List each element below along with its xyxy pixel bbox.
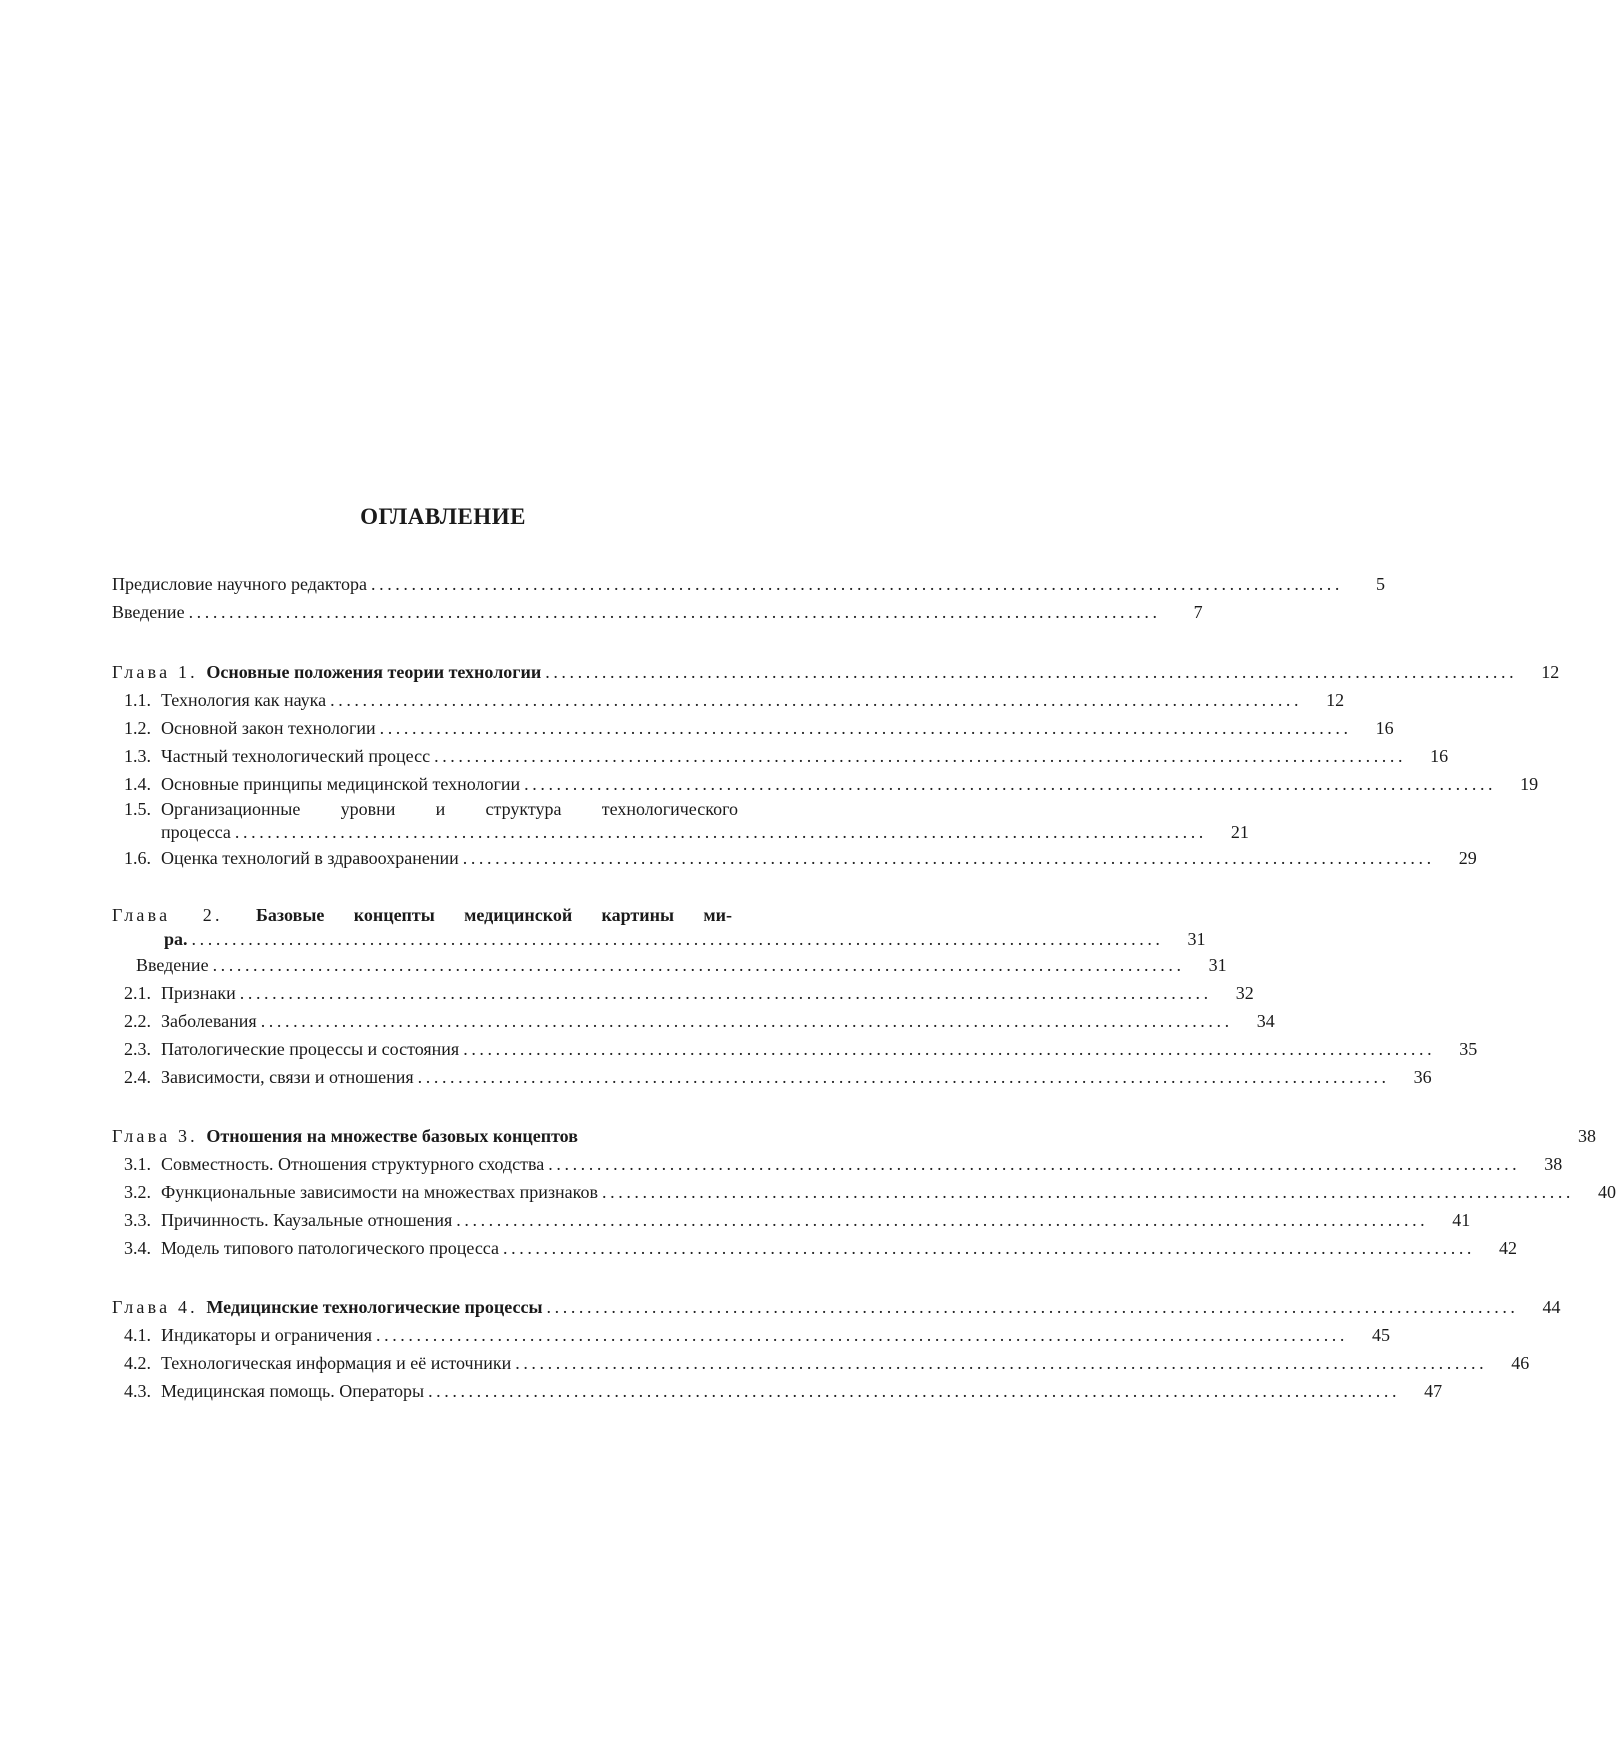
toc-entry-page: 42 — [1499, 1238, 1518, 1258]
leader-dots: ........................................................................................................................ — [330, 690, 1303, 710]
toc-entry-label: Введение — [136, 955, 209, 975]
chapter-title-line2: ра. — [164, 929, 188, 949]
toc-entry-page: 46 — [1511, 1353, 1530, 1373]
section-number: 1.1. — [124, 690, 151, 710]
leader-dots: ........................................................................................................................ — [546, 1297, 1519, 1317]
toc-chapter-4[interactable] — [112, 1293, 1561, 1321]
toc-entry-page: 12 — [1541, 662, 1560, 682]
chapter-prefix: Глава 3. — [112, 1126, 198, 1146]
section-number: 4.2. — [124, 1353, 151, 1373]
section-number: 3.2. — [124, 1182, 151, 1202]
toc-entry-label: Заболевания — [161, 1011, 257, 1031]
toc-entry-page: 47 — [1424, 1381, 1443, 1401]
leader-dots: ........................................................................................................................ — [371, 574, 1343, 594]
leader-dots: ........................................................................................................................ — [376, 1325, 1348, 1345]
toc-section-1-4[interactable] — [112, 770, 1539, 798]
toc-chapter-2[interactable] — [112, 903, 1206, 951]
toc-entry-page: 19 — [1520, 774, 1539, 794]
toc-entry-page: 34 — [1256, 1011, 1275, 1031]
toc-section-4-3[interactable] — [112, 1377, 1443, 1405]
toc-entry-page: 45 — [1372, 1325, 1390, 1345]
leader-dots: ........................................................................................................................ — [260, 1011, 1233, 1031]
toc-entry-page: 16 — [1375, 718, 1394, 738]
section-number: 2.4. — [124, 1067, 151, 1087]
toc-entry-page: 40 — [1598, 1182, 1616, 1202]
section-number: 4.1. — [124, 1325, 151, 1345]
chapter-title-line1: Базовые концепты медицинской картины ми- — [256, 905, 732, 925]
toc-section-1-1[interactable] — [112, 686, 1345, 714]
toc-entry-page: 31 — [1187, 929, 1206, 949]
toc-entry-page: 32 — [1235, 983, 1254, 1003]
toc-entry-label: Оценка технологий в здравоохранении — [161, 848, 459, 868]
toc-section-4-2[interactable] — [112, 1349, 1530, 1377]
table-of-contents — [112, 570, 1616, 1405]
section-number: 3.1. — [124, 1154, 151, 1174]
leader-dots: ........................................................................................................................ — [428, 1381, 1401, 1401]
toc-chapter-1[interactable] — [112, 658, 1560, 686]
section-number: 2.3. — [124, 1039, 151, 1059]
toc-entry-label: Введение — [112, 602, 185, 622]
leader-dots: ........................................................................................................................ — [434, 746, 1407, 766]
toc-entry-label: Предисловие научного редактора — [112, 574, 367, 594]
chapter-title: Основные положения теории технологии — [206, 662, 542, 682]
toc-entry-page: 35 — [1459, 1039, 1478, 1059]
toc-entry-label-line2: процесса — [161, 822, 231, 842]
toc-entry-page: 16 — [1430, 746, 1449, 766]
toc-section-3-3[interactable] — [112, 1206, 1471, 1234]
leader-dots: ........................................................................................................................ — [503, 1238, 1476, 1258]
toc-section-2-4[interactable] — [112, 1063, 1432, 1091]
toc-entry-label: Индикаторы и ограничения — [161, 1325, 372, 1345]
toc-section-3-1[interactable] — [112, 1150, 1563, 1178]
toc-heading: ОГЛАВЛЕНИЕ — [360, 504, 526, 529]
toc-entry-page: 36 — [1413, 1067, 1432, 1087]
leader-dots: ........................................................................................................................ — [545, 662, 1518, 682]
leader-dots: ........................................................................................................................ — [456, 1210, 1429, 1230]
leader-dots: ........................................................................................................................ — [417, 1067, 1390, 1087]
leader-dots: ........................................................................................................................ — [524, 774, 1497, 794]
toc-chapter-3[interactable] — [112, 1122, 1596, 1150]
toc-section-1-5[interactable] — [112, 798, 1249, 844]
leader-dots: ........................................................................................................................ — [188, 602, 1161, 622]
section-number: 1.5. — [124, 799, 151, 819]
toc-entry-label: Медицинская помощь. Операторы — [161, 1381, 425, 1401]
chapter-title: Отношения на множестве базовых концептов — [206, 1126, 578, 1146]
toc-entry-label: Модель типового патологического процесса — [161, 1238, 500, 1258]
toc-entry-introduction[interactable] — [112, 598, 1203, 626]
toc-entry-label: Зависимости, связи и отношения — [161, 1067, 414, 1087]
section-number: 2.1. — [124, 983, 151, 1003]
toc-section-4-1[interactable] — [112, 1321, 1390, 1349]
toc-entry-page: 5 — [1376, 574, 1385, 594]
toc-section-1-2[interactable] — [112, 714, 1394, 742]
section-number: 2.2. — [124, 1011, 151, 1031]
toc-entry-page: 41 — [1452, 1210, 1471, 1230]
chapter-prefix: Глава 1. — [112, 662, 198, 682]
toc-entry-page: 44 — [1542, 1297, 1561, 1317]
toc-entry-label: Технологическая информация и её источники — [161, 1353, 512, 1373]
section-number: 1.4. — [124, 774, 151, 794]
section-number: 1.3. — [124, 746, 151, 766]
toc-entry-label: Причинность. Каузальные отношения — [161, 1210, 453, 1230]
leader-dots: ........................................................................................................................ — [463, 1039, 1436, 1059]
toc-entry-label: Основные принципы медицинской технологии — [161, 774, 521, 794]
toc-section-2-3[interactable] — [112, 1035, 1478, 1063]
chapter-prefix: Глава 2. — [112, 905, 223, 925]
chapter-prefix: Глава 4. — [112, 1297, 198, 1317]
toc-entry-page: 12 — [1326, 690, 1345, 710]
section-number: 1.2. — [124, 718, 151, 738]
leader-dots: ........................................................................................................................ — [234, 822, 1207, 842]
leader-dots: ........................................................................................................................ — [548, 1154, 1521, 1174]
toc-section-1-6[interactable] — [112, 844, 1477, 872]
toc-entry-page: 21 — [1230, 822, 1249, 842]
section-number: 1.6. — [124, 848, 151, 868]
toc-chapter-2-introduction[interactable] — [112, 951, 1227, 979]
leader-dots: ........................................................................................................................ — [212, 955, 1185, 975]
toc-entry-label: Патологические процессы и состояния — [161, 1039, 460, 1059]
toc-entry-label: Технология как наука — [161, 690, 327, 710]
leader-dots: ........................................................................................................................ — [462, 848, 1435, 868]
chapter-title: Медицинские технологические процессы — [206, 1297, 543, 1317]
toc-entry-label-line1: Организационные уровни и структура технологического — [161, 799, 738, 819]
toc-entry-label: Функциональные зависимости на множествах признаков — [161, 1182, 599, 1202]
toc-entry-page: 38 — [1544, 1154, 1563, 1174]
toc-entry-preface[interactable] — [112, 570, 1385, 598]
section-number: 4.3. — [124, 1381, 151, 1401]
toc-entry-label: Частный технологический процесс — [161, 746, 431, 766]
leader-dots: ........................................................................................................................ — [602, 1182, 1575, 1202]
toc-entry-page: 38 — [1577, 1126, 1596, 1146]
leader-dots: ........................................................................................................................ — [515, 1353, 1488, 1373]
toc-section-2-1[interactable] — [112, 979, 1254, 1007]
section-number: 3.4. — [124, 1238, 151, 1258]
toc-entry-page: 7 — [1193, 602, 1203, 622]
toc-entry-page: 29 — [1458, 848, 1477, 868]
toc-entry-page: 31 — [1208, 955, 1227, 975]
toc-entry-label: Основной закон технологии — [161, 718, 376, 738]
leader-dots: ........................................................................................................................ — [191, 929, 1164, 949]
leader-dots: ........................................................................................................................ — [379, 718, 1352, 738]
toc-section-3-2[interactable] — [112, 1178, 1616, 1206]
section-number: 3.3. — [124, 1210, 151, 1230]
toc-section-3-4[interactable] — [112, 1234, 1518, 1262]
leader-dots: ........................................................................................................................ — [239, 983, 1212, 1003]
toc-entry-label: Признаки — [161, 983, 236, 1003]
toc-section-2-2[interactable] — [112, 1007, 1275, 1035]
toc-entry-label: Совместность. Отношения структурного сходства — [161, 1154, 545, 1174]
toc-section-1-3[interactable] — [112, 742, 1449, 770]
